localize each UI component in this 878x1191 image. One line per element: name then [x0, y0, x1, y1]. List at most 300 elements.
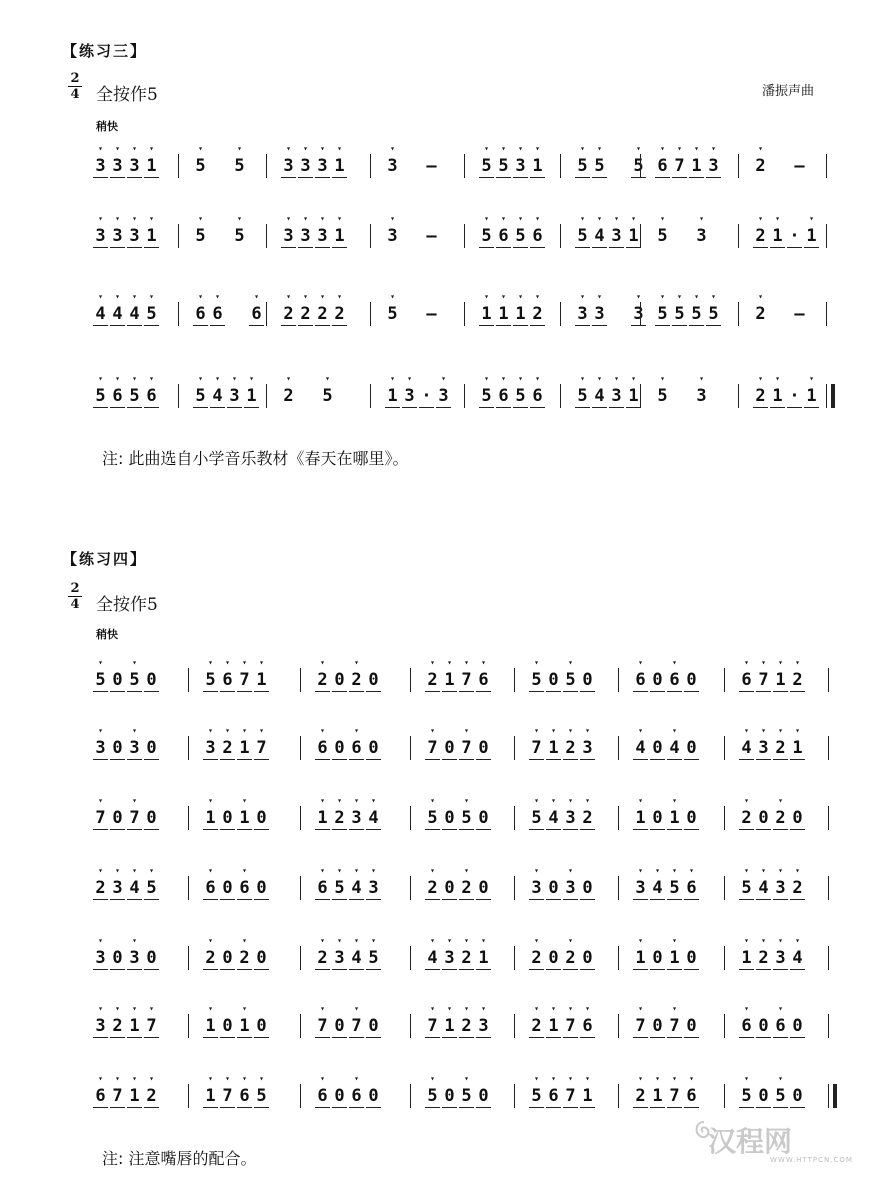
measure	[84, 144, 160, 188]
time-signature-top: 2	[70, 581, 80, 596]
note: ▾ 6	[495, 385, 512, 407]
note: 0	[649, 737, 666, 759]
measure	[306, 658, 382, 702]
barline	[410, 1084, 411, 1108]
barline	[178, 302, 179, 326]
note: ▾ 4	[109, 303, 126, 325]
note: ▾ 3	[435, 385, 452, 407]
note: ▾ 1	[202, 1085, 219, 1107]
barline	[738, 154, 739, 178]
note: ▾ 5	[738, 877, 755, 899]
note: ▾ 1	[769, 225, 786, 247]
note: ▾ 5	[478, 385, 495, 407]
note: ▾ 6	[109, 385, 126, 407]
note: ▾ 1	[649, 1085, 666, 1107]
final-barline	[826, 384, 835, 408]
note: ▾ 5	[331, 877, 348, 899]
time-signature	[68, 72, 82, 101]
note: ▾ 1	[126, 1015, 143, 1037]
barline	[370, 384, 371, 408]
note: ▾ 3	[441, 947, 458, 969]
note: ▾ 5	[202, 669, 219, 691]
note: ▾ 5	[654, 225, 671, 247]
note: ▾ 5	[512, 385, 529, 407]
note: ▾ 1	[625, 225, 642, 247]
note: ▾ 6	[683, 877, 700, 899]
note: ▾ 1	[789, 737, 806, 759]
note: ▾ 5	[126, 669, 143, 691]
note: ▾ 6	[632, 669, 649, 691]
note: ▾ 3	[109, 225, 126, 247]
measure	[624, 796, 700, 840]
note: ▾ 3	[109, 877, 126, 899]
note: ▾ 2	[789, 877, 806, 899]
note: ▾ 5	[562, 669, 579, 691]
measure	[730, 866, 806, 910]
note: ▾ 1	[331, 225, 348, 247]
note: ▾ 7	[219, 1085, 236, 1107]
note: ▾ 7	[126, 807, 143, 829]
measure	[272, 374, 336, 418]
note: ▾ 1	[529, 155, 546, 177]
note: 0	[219, 947, 236, 969]
barline	[738, 384, 739, 408]
note: 0	[545, 947, 562, 969]
measure	[416, 1004, 492, 1048]
note: ▾ 2	[632, 1085, 649, 1107]
note: ▾ 2	[314, 669, 331, 691]
note: ▾ 2	[314, 303, 331, 325]
note: ▾ 1	[314, 807, 331, 829]
measure	[306, 1004, 382, 1048]
note: ▾ 5	[126, 385, 143, 407]
measure	[184, 214, 248, 258]
barline	[188, 1084, 189, 1108]
note: ▾ 6	[248, 303, 265, 325]
note: ▾ 6	[209, 303, 226, 325]
note: ▾ 3	[579, 737, 596, 759]
note: 0	[475, 1085, 492, 1107]
score-row	[0, 796, 878, 840]
note: 0	[109, 669, 126, 691]
note: ▾ 3	[693, 385, 710, 407]
exercise-3-note: 注: 此曲选自小学音乐教材《春天在哪里》。	[102, 449, 409, 468]
note: ▾ 7	[143, 1015, 160, 1037]
measure	[84, 292, 160, 336]
barline	[514, 876, 515, 900]
barline	[514, 668, 515, 692]
barline	[560, 154, 561, 178]
barline	[300, 946, 301, 970]
note: ▾ 1	[202, 1015, 219, 1037]
note: ▾ 3	[512, 155, 529, 177]
barline	[514, 736, 515, 760]
note: ▾ 5	[574, 155, 591, 177]
note: ▾ 5	[528, 1085, 545, 1107]
note: ▾ 4	[365, 807, 382, 829]
note: ▾ 3	[92, 1015, 109, 1037]
barline	[188, 668, 189, 692]
measure	[624, 936, 700, 980]
note: ▾ 3	[475, 1015, 492, 1037]
note: ▾ 3	[401, 385, 418, 407]
note: ▾ 4	[666, 737, 683, 759]
note: ▾ 2	[562, 737, 579, 759]
note: ▾ 5	[772, 1085, 789, 1107]
note: 0	[109, 807, 126, 829]
barline	[724, 946, 725, 970]
note: ▾ 5	[143, 877, 160, 899]
barline	[188, 736, 189, 760]
note: ▾ 2	[458, 877, 475, 899]
note: ▾ 3	[693, 225, 710, 247]
barline	[266, 384, 267, 408]
note: ▾ 3	[226, 385, 243, 407]
note: ▾ 4	[126, 303, 143, 325]
measure	[416, 796, 492, 840]
barline	[300, 1014, 301, 1038]
note: ▾ 3	[772, 947, 789, 969]
measure	[744, 292, 808, 336]
measure	[84, 214, 160, 258]
note: ▾ 4	[348, 947, 365, 969]
note: ·	[786, 385, 803, 407]
note: ▾ 4	[789, 947, 806, 969]
key-signature: 全按作5	[96, 595, 158, 615]
measure	[470, 292, 546, 336]
measure	[84, 866, 160, 910]
note: ▾ 4	[591, 385, 608, 407]
note: ▾ 7	[671, 155, 688, 177]
measure	[470, 374, 546, 418]
measure	[520, 866, 596, 910]
note: ▾ 2	[219, 737, 236, 759]
time-signature-bottom: 4	[70, 597, 80, 612]
note: ▾ 3	[348, 807, 365, 829]
note: ▾ 3	[331, 947, 348, 969]
note: ▾ 6	[192, 303, 209, 325]
note: ▾ 2	[738, 807, 755, 829]
note: 0	[109, 947, 126, 969]
note: ▾ 2	[579, 807, 596, 829]
barline	[724, 876, 725, 900]
note: ▾ 7	[424, 1015, 441, 1037]
note: 0	[253, 1015, 270, 1037]
time-signature	[68, 582, 82, 611]
barline	[618, 1084, 619, 1108]
note: ▾ 1	[384, 385, 401, 407]
note: 0	[219, 807, 236, 829]
measure	[416, 936, 492, 980]
barline	[724, 736, 725, 760]
measure	[624, 1074, 700, 1118]
barline	[300, 736, 301, 760]
measure	[646, 214, 710, 258]
note: ▾ 2	[772, 737, 789, 759]
note: ▾ 2	[528, 947, 545, 969]
note: ▾ 1	[243, 385, 260, 407]
measure	[306, 936, 382, 980]
measure	[520, 726, 596, 770]
measure	[194, 1004, 270, 1048]
barline	[266, 224, 267, 248]
measure	[416, 1074, 492, 1118]
barline	[188, 1014, 189, 1038]
note: ▾ 1	[126, 1085, 143, 1107]
score-row	[0, 1074, 878, 1118]
note: ▾ 3	[562, 807, 579, 829]
note: 0	[579, 877, 596, 899]
barline	[724, 1084, 725, 1108]
barline	[410, 876, 411, 900]
note: ▾ 5	[630, 155, 647, 177]
note: ▾ 3	[591, 303, 608, 325]
barline	[826, 224, 827, 248]
note: 0	[755, 807, 772, 829]
note: 0	[331, 1015, 348, 1037]
note: ▾ 1	[441, 669, 458, 691]
note: 0	[789, 1015, 806, 1037]
note: 0	[365, 669, 382, 691]
barline	[464, 224, 465, 248]
note: ▾ 3	[772, 877, 789, 899]
barline	[300, 876, 301, 900]
note: ▾ 3	[126, 225, 143, 247]
note: ▾ 6	[348, 737, 365, 759]
note: ▾ 1	[202, 807, 219, 829]
measure	[646, 374, 710, 418]
note: –	[426, 156, 437, 176]
note: ▾ 7	[562, 1015, 579, 1037]
note: ▾ 1	[331, 155, 348, 177]
measure	[730, 936, 806, 980]
composer: 潘振声曲	[762, 84, 815, 99]
note: ▾ 1	[738, 947, 755, 969]
note: ▾ 1	[236, 737, 253, 759]
note: ▾ 4	[649, 877, 666, 899]
note: ▾ 2	[752, 303, 769, 325]
barline	[640, 302, 641, 326]
note: ▾ 6	[219, 669, 236, 691]
barline	[828, 806, 829, 830]
note: ▾ 6	[666, 669, 683, 691]
note: ▾ 1	[772, 669, 789, 691]
note: ▾ 6	[236, 877, 253, 899]
note: ▾ 5	[231, 225, 248, 247]
note: ▾ 7	[348, 1015, 365, 1037]
note: ▾ 1	[688, 155, 705, 177]
note: ▾ 7	[755, 669, 772, 691]
note: ▾ 3	[92, 155, 109, 177]
note: 0	[441, 877, 458, 899]
note: ▾ 6	[92, 1085, 109, 1107]
note: ▾ 3	[608, 225, 625, 247]
note: ▾ 4	[755, 877, 772, 899]
note: ▾ 2	[280, 303, 297, 325]
barline	[514, 1014, 515, 1038]
measure	[194, 1074, 270, 1118]
note: ▾ 7	[236, 669, 253, 691]
note: ▾ 7	[528, 737, 545, 759]
note: ▾ 2	[143, 1085, 160, 1107]
measure	[272, 214, 348, 258]
measure	[306, 1074, 382, 1118]
note: 0	[579, 947, 596, 969]
barline	[640, 154, 641, 178]
tempo-marking: 稍快	[96, 120, 118, 133]
note: ▾ 7	[666, 1015, 683, 1037]
note: ▾ 6	[236, 1085, 253, 1107]
measure	[646, 292, 722, 336]
measure	[184, 374, 260, 418]
note: ▾ 5	[365, 947, 382, 969]
measure	[646, 144, 722, 188]
note: 0	[683, 737, 700, 759]
note: ▾ 4	[545, 807, 562, 829]
note: ▾ 7	[424, 737, 441, 759]
note: ▾ 5	[192, 225, 209, 247]
note: 0	[109, 737, 126, 759]
note: ▾ 3	[92, 737, 109, 759]
note: ▾ 5	[654, 303, 671, 325]
note: ·	[418, 385, 435, 407]
time-signature-top: 2	[70, 71, 80, 86]
note: 0	[789, 1085, 806, 1107]
measure	[566, 292, 647, 336]
measure	[194, 726, 270, 770]
measure	[184, 292, 265, 336]
note: ▾ 1	[632, 947, 649, 969]
measure	[194, 866, 270, 910]
note: ▾ 2	[458, 1015, 475, 1037]
note: ▾ 3	[126, 155, 143, 177]
note: ▾ 5	[671, 303, 688, 325]
measure	[730, 726, 806, 770]
measure	[520, 658, 596, 702]
barline	[618, 736, 619, 760]
note: ▾ 3	[574, 303, 591, 325]
barline	[724, 1014, 725, 1038]
barline	[828, 736, 829, 760]
note: 0	[755, 1015, 772, 1037]
measure	[416, 866, 492, 910]
note: 0	[143, 807, 160, 829]
note: ▾ 2	[92, 877, 109, 899]
note: 0	[755, 1085, 772, 1107]
measure	[306, 866, 382, 910]
note: ▾ 1	[441, 1015, 458, 1037]
barline	[370, 302, 371, 326]
note: ▾ 3	[280, 225, 297, 247]
measure	[416, 658, 492, 702]
barline	[464, 154, 465, 178]
note: ▾ 1	[478, 303, 495, 325]
measure	[624, 1004, 700, 1048]
note: 0	[545, 669, 562, 691]
score-row	[0, 1004, 878, 1048]
measure	[730, 1004, 806, 1048]
measure	[730, 658, 806, 702]
note: ▾ 6	[314, 877, 331, 899]
note: 0	[649, 1015, 666, 1037]
note: 0	[545, 877, 562, 899]
measure	[520, 796, 596, 840]
note: ▾ 5	[591, 155, 608, 177]
note: 0	[219, 1015, 236, 1037]
note: ▾ 7	[109, 1085, 126, 1107]
note: ▾ 5	[574, 385, 591, 407]
note: ▾ 6	[314, 737, 331, 759]
measure	[84, 936, 160, 980]
note: ▾ 7	[562, 1085, 579, 1107]
note: ▾ 5	[528, 807, 545, 829]
note: 0	[253, 807, 270, 829]
note: ▾ 2	[752, 385, 769, 407]
note: ▾ 2	[109, 1015, 126, 1037]
note: ▾ 3	[126, 737, 143, 759]
barline	[724, 806, 725, 830]
note: ▾ 5	[666, 877, 683, 899]
barline	[514, 946, 515, 970]
score-row	[0, 866, 878, 910]
barline	[826, 154, 827, 178]
note: ▾ 6	[738, 1015, 755, 1037]
note: ▾ 5	[319, 385, 336, 407]
note: ▾ 4	[209, 385, 226, 407]
note: 0	[475, 737, 492, 759]
note: ▾ 6	[202, 877, 219, 899]
barline	[410, 806, 411, 830]
watermark-url: WWW.HTTPCN.COM	[770, 1156, 853, 1164]
measure	[376, 214, 440, 258]
measure	[744, 214, 820, 258]
barline	[410, 946, 411, 970]
barline	[410, 1014, 411, 1038]
note: ▾ 1	[803, 225, 820, 247]
barline	[300, 1084, 301, 1108]
score-row	[0, 144, 878, 188]
note: ▾ 3	[705, 155, 722, 177]
note: ▾ 1	[143, 155, 160, 177]
note: ▾ 2	[752, 225, 769, 247]
note: ▾ 3	[365, 877, 382, 899]
note: 0	[579, 669, 596, 691]
note: ▾ 5	[458, 1085, 475, 1107]
measure	[744, 374, 820, 418]
note: 0	[365, 1015, 382, 1037]
exercise-3-title: 【练习三】	[62, 42, 148, 60]
note: ·	[786, 225, 803, 247]
note: ▾ 3	[109, 155, 126, 177]
note: ▾ 1	[666, 807, 683, 829]
note: ▾ 5	[192, 155, 209, 177]
score-row	[0, 658, 878, 702]
note: 0	[475, 877, 492, 899]
measure	[744, 144, 808, 188]
note: ▾ 5	[458, 807, 475, 829]
measure	[376, 374, 452, 418]
measure	[624, 866, 700, 910]
note: ▾ 6	[475, 669, 492, 691]
note: ▾ 3	[126, 947, 143, 969]
note: ▾ 6	[529, 225, 546, 247]
barline	[560, 384, 561, 408]
barline	[514, 806, 515, 830]
barline	[266, 154, 267, 178]
barline	[370, 224, 371, 248]
time-signature-bottom: 4	[70, 87, 80, 102]
exercise-4-title: 【练习四】	[62, 550, 148, 568]
